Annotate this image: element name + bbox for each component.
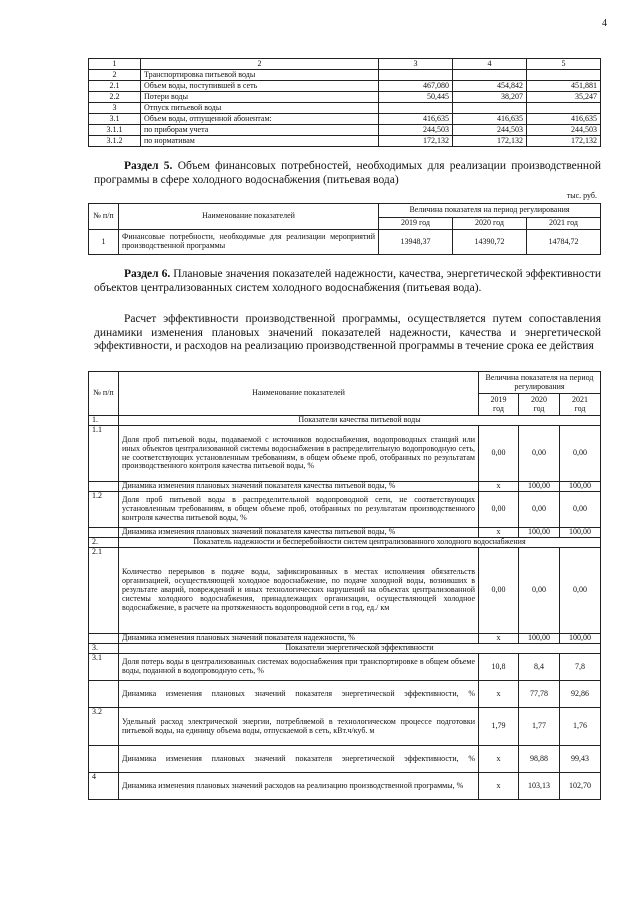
value-2020: 77,78 xyxy=(519,681,560,708)
year-header: 2019 год xyxy=(379,218,453,230)
table-header-row xyxy=(89,204,601,218)
section-6-title: Плановые значения показателей надежности, качества, энергетической эффективности объектов централизованных систем холодного водоснабжения (питьевая вода). xyxy=(94,268,602,294)
value-2020: 244,503 xyxy=(453,125,527,136)
row-number: 2 xyxy=(89,70,141,81)
row-text: Доля проб питьевой воды в распределительной водопроводной сети, не соответствующих установленным требованиям, в общем объеме проб, отобранных по результатам производственного контроля качества питьевой воды, % xyxy=(119,492,479,528)
value-2020: 0,00 xyxy=(519,426,560,482)
row-number-empty xyxy=(89,746,119,773)
row-number: 3.1.2 xyxy=(89,136,141,147)
table-row xyxy=(89,92,601,103)
section-6-paragraph: Расчет эффективности производственной программы, осуществляется путем сопоставления динамики изменения плановых значений показателей надежности, качества и энергетической эффективности, и расходов на реализацию производственной программы в течение срока ее действия xyxy=(94,313,601,353)
value-2019 xyxy=(379,70,453,81)
row-number: 2.2 xyxy=(89,92,141,103)
row-number: 3.1 xyxy=(89,114,141,125)
row-number: 3.2 xyxy=(89,708,119,746)
section-5-title: Объем финансовых потребностей, необходимых для реализации производственной программы в сфере холодного водоснабжения (питьевая вода) xyxy=(94,160,601,186)
table-row xyxy=(89,81,601,92)
value-2019: 0,00 xyxy=(479,426,519,482)
value-2021: 1,76 xyxy=(560,708,601,746)
table-row xyxy=(89,708,601,746)
row-number: 3 xyxy=(89,103,141,114)
table-row xyxy=(89,103,601,114)
year-header xyxy=(560,394,601,416)
row-name: Отпуск питьевой воды xyxy=(141,103,379,114)
col-number-header: № п/п xyxy=(89,204,119,230)
col-period-header: Величина показателя на период регулирования xyxy=(479,372,601,394)
value-2021: 99,43 xyxy=(560,746,601,773)
year-header: 2020 год xyxy=(453,218,527,230)
table-row xyxy=(89,548,601,634)
table-header-cell: 2 xyxy=(141,59,379,70)
value-2019: х xyxy=(479,681,519,708)
row-name: Финансовые потребности, необходимые для реализации мероприятий производственной программы xyxy=(119,230,379,255)
row-text: Доля проб питьевой воды, подаваемой с источников водоснабжения, водопроводных станций или иных объектов централизованной системы водоснабжения в распределительную водопроводную сеть, не соответствующих установленным требованиям, в общем объеме проб, отобранных по результатам производственного контроля качества питьевой воды, % xyxy=(119,426,479,482)
row-number: 4 xyxy=(89,773,119,800)
row-number: 3.1 xyxy=(89,654,119,681)
row-number: 3. xyxy=(89,644,119,654)
value-2019: х xyxy=(479,634,519,644)
row-text: Количество перерывов в подаче воды, зафиксированных в местах исполнения обязательств организацией, осуществляющей холодное водоснабжение, по подаче холодной воды, возникших в результате аварий, повреждений и иных технологических нарушений на объектах централизованной системы холодного водоснабжения, принадлежащих организации, осуществляющей холодное водоснабжение, в расчете на протяженность водопроводной сети в год, ед./ км xyxy=(119,548,479,634)
value-2021: 100,00 xyxy=(560,528,601,538)
table-header-cell: 4 xyxy=(453,59,527,70)
value-2019: х xyxy=(479,482,519,492)
year-unit: год xyxy=(493,403,504,413)
value-2021: 14784,72 xyxy=(527,230,601,255)
col-number-header: № п/п xyxy=(89,372,119,416)
year-value: 2020 xyxy=(531,394,547,404)
value-2021 xyxy=(527,70,601,81)
row-number: 1.1 xyxy=(89,426,119,482)
value-2021: 100,00 xyxy=(560,482,601,492)
value-2020 xyxy=(453,70,527,81)
row-name: по приборам учета xyxy=(141,125,379,136)
row-text: Динамика изменения плановых значений показателя энергетической эффективности, % xyxy=(119,681,479,708)
row-text: Динамика изменения плановых значений расходов на реализацию производственной программы, % xyxy=(119,773,479,800)
year-value: 2021 xyxy=(572,394,588,404)
value-2021: 0,00 xyxy=(560,548,601,634)
value-2020: 14390,72 xyxy=(453,230,527,255)
table-header-cell: 3 xyxy=(379,59,453,70)
value-2020: 100,00 xyxy=(519,634,560,644)
value-2019: 50,445 xyxy=(379,92,453,103)
table-row xyxy=(89,125,601,136)
section-5-heading xyxy=(94,160,601,187)
row-text: Динамика изменения плановых значений показателя качества питьевой воды, % xyxy=(119,528,479,538)
value-2020: 0,00 xyxy=(519,492,560,528)
section-title: Показатели энергетической эффективности xyxy=(119,644,601,654)
col-name-header: Наименование показателей xyxy=(119,204,379,230)
section-row xyxy=(89,538,601,548)
row-number: 1 xyxy=(89,230,119,255)
table-header-row xyxy=(89,59,601,70)
section-6-heading xyxy=(94,268,601,295)
value-2020: 454,842 xyxy=(453,81,527,92)
unit-label: тыс. руб. xyxy=(566,191,597,200)
row-text: Динамика изменения плановых значений показателя надежности, % xyxy=(119,634,479,644)
year-value: 2019 xyxy=(490,394,507,404)
value-2020 xyxy=(453,103,527,114)
row-number-empty xyxy=(89,482,119,492)
row-number: 1. xyxy=(89,416,119,426)
table-row xyxy=(89,482,601,492)
value-2019: 1,79 xyxy=(479,708,519,746)
row-number: 3.1.1 xyxy=(89,125,141,136)
row-text: Динамика изменения плановых значений показателя энергетической эффективности, % xyxy=(119,746,479,773)
value-2020: 8,4 xyxy=(519,654,560,681)
value-2020: 98,88 xyxy=(519,746,560,773)
row-number-empty xyxy=(89,634,119,644)
col-period-header: Величина показателя на период регулирования xyxy=(379,204,601,218)
value-2021: 416,635 xyxy=(527,114,601,125)
table-row xyxy=(89,136,601,147)
row-number-empty xyxy=(89,528,119,538)
value-2020: 103,13 xyxy=(519,773,560,800)
table-row xyxy=(89,681,601,708)
value-2019: х xyxy=(479,528,519,538)
section-title: Показатель надежности и бесперебойности систем централизованного холодного водоснабжения xyxy=(119,538,601,548)
value-2021: 35,247 xyxy=(527,92,601,103)
value-2019: 416,635 xyxy=(379,114,453,125)
table-header-row xyxy=(89,372,601,394)
value-2021: 0,00 xyxy=(560,426,601,482)
page-number: 4 xyxy=(602,18,607,29)
section-row xyxy=(89,416,601,426)
row-name: Объем воды, отпущенной абонентам: xyxy=(141,114,379,125)
section-row xyxy=(89,644,601,654)
year-header xyxy=(519,394,560,416)
value-2019: х xyxy=(479,746,519,773)
section-title: Показатели качества питьевой воды xyxy=(119,416,601,426)
value-2019: 13948,37 xyxy=(379,230,453,255)
row-number: 2.1 xyxy=(89,548,119,634)
table-header-cell: 5 xyxy=(527,59,601,70)
year-header xyxy=(479,394,519,416)
value-2019: х xyxy=(479,773,519,800)
value-2021: 244,503 xyxy=(527,125,601,136)
col-name-header: Наименование показателей xyxy=(119,372,479,416)
value-2021: 451,881 xyxy=(527,81,601,92)
year-header: 2021 год xyxy=(527,218,601,230)
row-name: Объем воды, поступившей в сеть xyxy=(141,81,379,92)
row-number: 1.2 xyxy=(89,492,119,528)
value-2020: 416,635 xyxy=(453,114,527,125)
table-row xyxy=(89,773,601,800)
water-balance-table xyxy=(88,58,601,147)
value-2021 xyxy=(527,103,601,114)
table-row xyxy=(89,426,601,482)
row-number: 2.1 xyxy=(89,81,141,92)
year-unit: год xyxy=(533,403,545,413)
value-2021: 172,132 xyxy=(527,136,601,147)
value-2020: 0,00 xyxy=(519,548,560,634)
table-row xyxy=(89,746,601,773)
row-number: 2. xyxy=(89,538,119,548)
value-2019: 0,00 xyxy=(479,548,519,634)
value-2019: 0,00 xyxy=(479,492,519,528)
table-header-cell: 1 xyxy=(89,59,141,70)
year-unit: год xyxy=(574,403,586,413)
value-2019 xyxy=(379,103,453,114)
row-name: Транспортировка питьевой воды xyxy=(141,70,379,81)
row-text: Динамика изменения плановых значений показателя качества питьевой воды, % xyxy=(119,482,479,492)
value-2019: 244,503 xyxy=(379,125,453,136)
section-5-label: Раздел 5. xyxy=(124,160,173,172)
table-row xyxy=(89,654,601,681)
value-2021: 102,70 xyxy=(560,773,601,800)
value-2019: 172,132 xyxy=(379,136,453,147)
section-6-label: Раздел 6. xyxy=(124,268,171,280)
value-2020: 38,207 xyxy=(453,92,527,103)
row-number-empty xyxy=(89,681,119,708)
table-row xyxy=(89,114,601,125)
table-row xyxy=(89,70,601,81)
value-2020: 100,00 xyxy=(519,482,560,492)
value-2021: 92,86 xyxy=(560,681,601,708)
value-2021: 100,00 xyxy=(560,634,601,644)
value-2021: 0,00 xyxy=(560,492,601,528)
value-2019: 10,8 xyxy=(479,654,519,681)
value-2021: 7,8 xyxy=(560,654,601,681)
financial-needs-table xyxy=(88,203,601,255)
value-2020: 100,00 xyxy=(519,528,560,538)
row-text: Доля потерь воды в централизованных системах водоснабжения при транспортировке в общем объеме воды, поданной в водопроводную сеть, % xyxy=(119,654,479,681)
indicators-table xyxy=(88,371,601,800)
table-row xyxy=(89,492,601,528)
value-2019: 467,080 xyxy=(379,81,453,92)
row-text: Удельный расход электрической энергии, потребляемой в технологическом процессе подготовки питьевой воды, на единицу объема воды, отпускаемой в сеть, кВт.ч/куб. м xyxy=(119,708,479,746)
table-row xyxy=(89,528,601,538)
value-2020: 1,77 xyxy=(519,708,560,746)
table-row xyxy=(89,634,601,644)
row-name: Потери воды xyxy=(141,92,379,103)
value-2020: 172,132 xyxy=(453,136,527,147)
table-row xyxy=(89,230,601,255)
row-name: по нормативам xyxy=(141,136,379,147)
